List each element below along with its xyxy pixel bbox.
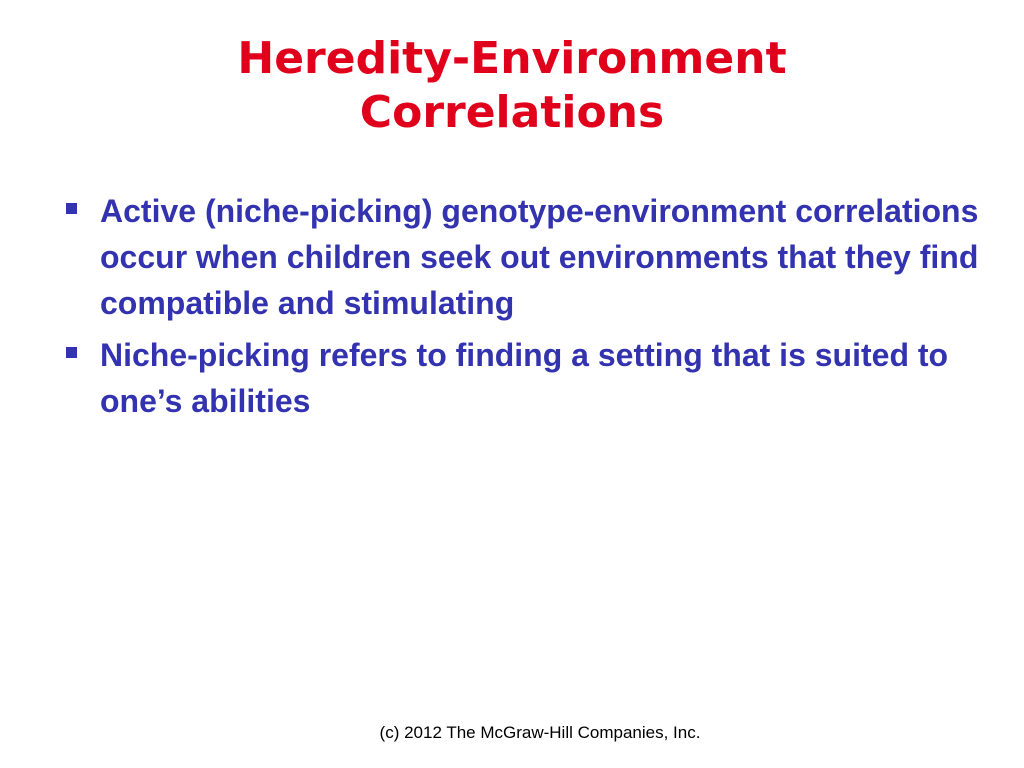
title-line-1: Heredity-Environment: [237, 33, 787, 84]
bullet-list: [64, 188, 984, 430]
bullet-text: Niche-picking refers to finding a setting that is suited to one’s abilities: [100, 337, 949, 419]
bullet-item: [64, 332, 984, 424]
slide-title: [0, 32, 1024, 140]
square-bullet-icon: [66, 347, 77, 358]
bullet-item: [64, 188, 984, 326]
square-bullet-icon: [66, 203, 77, 214]
copyright-footer: (c) 2012 The McGraw-Hill Companies, Inc.: [379, 723, 701, 742]
title-line-2: Correlations: [359, 87, 665, 138]
bullet-text: Active (niche-picking) genotype-environment correlations occur when children seek out environments that they find compatible and stimulating: [100, 193, 979, 321]
